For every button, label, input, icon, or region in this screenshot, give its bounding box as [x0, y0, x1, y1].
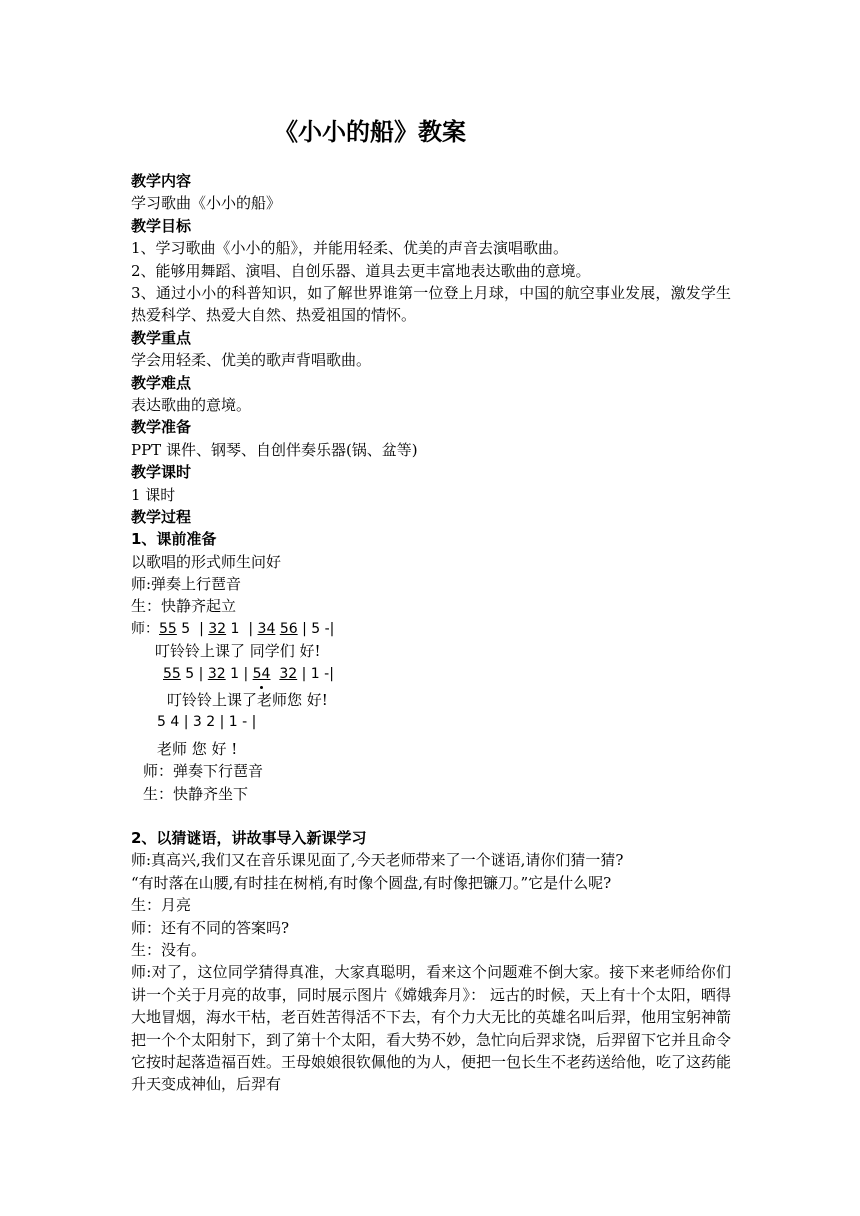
goal-item: 3、通过小小的科普知识，如了解世界谁第一位登上月球，中国的航空事业发展，激发学生热爱科学、热爱大自然、热爱祖国的情怀。 [131, 283, 731, 325]
document-title: 《小小的船》教案 [274, 118, 466, 146]
paragraph: 师:弹奏上行琶音 [131, 575, 242, 594]
story-paragraph: 师:对了，这位同学猜得真准，大家真聪明，看来这个问题难不倒大家。接下来老师给你们讲一个关于月亮的故事，同时展示图片《嫦娥奔月》： 远古的时候，天上有十个太阳，晒得大地冒烟，海水干枯，老百姓苦得活不下去，有个力大无比的英雄名叫后羿，他用宝躬神箭把一个个太阳射下，到了第十个太阳，看大势不妙，急忙向后羿求饶，后羿留下它并且命令它按时起落造福百姓。王母娘娘很钦佩他的为人，便把一包长生不老药送给他，吃了这药能升天变成神仙，后羿有 [131, 963, 732, 1094]
goal-item: 1、学习歌曲《小小的船》，并能用轻柔、优美的声音去演唱歌曲。 [131, 239, 569, 258]
lyric-line: 老师 您 好 ! [157, 739, 238, 758]
note-group: 1 [230, 620, 244, 637]
section-heading: 教学内容 [131, 172, 192, 190]
paragraph: 师：还有不同的答案吗? [131, 918, 290, 937]
paragraph: 以歌唱的形式师生问好 [131, 552, 282, 571]
note-group: | 5 -| [302, 620, 335, 637]
section-heading: 教学目标 [131, 216, 192, 235]
music-notation-3: 5 4 | 3 2 | 1 - | [157, 714, 257, 731]
note-group: 54 [253, 663, 271, 685]
note-group: 1 | [230, 665, 249, 682]
lyric-line: 叮铃铃上课了 同学们 好! [155, 642, 321, 661]
section-heading: 教学过程 [131, 507, 192, 526]
lyric-line: 叮铃铃上课了老师您 好! [167, 691, 328, 710]
paragraph: “有时落在山腰,有时挂在树梢,有时像个圆盘,有时像把镰刀。”它是什么呢? [131, 873, 612, 892]
note-group: 34 [257, 620, 276, 637]
paragraph: PPT 课件、钢琴、自创伴奏乐器(锅、盆等) [131, 440, 418, 459]
subsection-heading: 1、课前准备 [131, 530, 217, 549]
section-heading: 教学重点 [131, 328, 192, 347]
note-group: 5 | [185, 665, 208, 682]
note-group: 32 [279, 665, 298, 682]
paragraph: 生：快静齐起立 [131, 597, 237, 616]
note-group: | 1 -| [301, 665, 334, 682]
document-body [131, 170, 731, 1096]
paragraph: 表达歌曲的意境。 [131, 395, 252, 414]
paragraph: 师:真高兴,我们又在音乐课见面了,今天老师带来了一个谜语,请你们猜一猜? [131, 851, 624, 870]
paragraph: 学会用轻柔、优美的歌声背唱歌曲。 [131, 351, 372, 370]
note-group: 32 [207, 665, 226, 682]
music-notation-1: 师：55 5 | 32 1 | 34 56 | 5 -| [131, 620, 335, 637]
paragraph: 生：月亮 [131, 896, 192, 915]
paragraph: 学习歌曲《小小的船》 [131, 194, 282, 213]
paragraph: 生：快静齐坐下 [143, 784, 249, 803]
goal-item: 2、能够用舞蹈、演唱、自创乐器、道具去更丰富地表达歌曲的意境。 [131, 261, 591, 280]
section-heading: 教学课时 [131, 463, 192, 482]
note-group: 5 [181, 620, 195, 637]
section-heading: 教学准备 [131, 418, 192, 437]
note-group: 56 [279, 620, 298, 637]
paragraph: 1 课时 [131, 485, 176, 504]
section-heading: 教学难点 [131, 373, 192, 392]
paragraph: 师：弹奏下行琶音 [143, 762, 264, 781]
note-group: 55 [163, 665, 181, 682]
paragraph: 生：没有。 [131, 940, 207, 959]
note-group: 32 [208, 620, 227, 637]
note-group: 55 [159, 620, 177, 637]
subsection-heading: 2、以猜谜语，讲故事导入新课学习 [131, 828, 367, 847]
music-notation-2 [131, 663, 731, 685]
notation-prefix: 师： [131, 620, 159, 637]
